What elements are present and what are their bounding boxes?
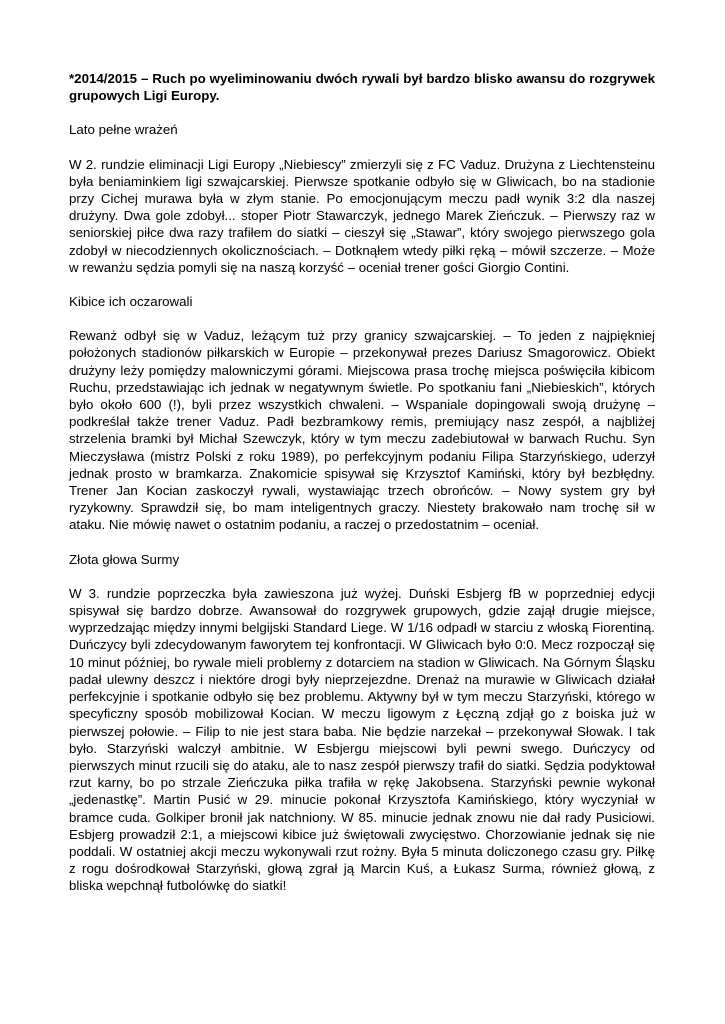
- section-heading: Złota głowa Surmy: [69, 551, 180, 567]
- document-page: [69, 70, 655, 895]
- section-heading: Lato pełne wrażeń: [69, 122, 178, 138]
- section-heading: Kibice ich oczarowali: [69, 294, 193, 310]
- section-paragraph: W 2. rundzie eliminacji Ligi Europy „Niebiescy” zmierzyli się z FC Vaduz. Drużyna z Liechtensteinu była beniaminkiem ligi szwajcarskiej. Pierwsze spotkanie odbyło się w Gliwicach, bo na stadionie przy Cichej murawa była w złym stanie. Po emocjonującym meczu padł wynik 3:2 dla naszej drużyny. Dwa gole zdobył... stoper Piotr Stawarczyk, jednego Marek Zieńczuk. – Pierwszy raz w seniorskiej piłce dwa razy trafiłem do siatki – cieszył się „Stawar”, który swojego pierwszego gola zdobył w niecodziennych okolicznościach. – Dotknąłem wtedy piłki ręką – mówił szczerze. – Może w rewanżu sędzia pomyli się na naszą korzyść – oceniał trener gości Giorgio Contini.: [69, 156, 655, 275]
- section-paragraph: W 3. rundzie poprzeczka była zawieszona już wyżej. Duński Esbjerg fB w poprzedniej edycji spisywał się bardzo dobrze. Awansował do rozgrywek grupowych, gdzie zajął drugie miejsce, wyprzedzając między innymi belgijski Standard Liege. W 1/16 odpadł w starciu z włoską Fiorentiną. Duńczycy byli zdecydowanym faworytem tej konfrontacji. W Gliwicach było 0:0. Mecz rozpoczął się 10 minut później, bo rywale mieli problemy z dotarciem na stadion w Gliwicach. Na Górnym Śląsku padał ulewny deszcz i niektóre drogi były nieprzejezdne. Drenaż na murawie w Gliwicach działał perfekcyjnie i spotkanie odbyło się bez problemu. Aktywny był w tym meczu Starzyński, którego w specyficzny sposób mobilizował Kocian. W meczu ligowym z Łęczną zdjął go z boiska już w pierwszej połowie. – Filip to nie jest stara baba. Nie będzie narzekał – przekonywał Słowak. I tak było. Starzyński walczył ambitnie. W Esbjergu miejscowi byli pewni swego. Duńczycy od pierwszych minut rzucili się do ataku, ale to nasz zespół pierwszy trafił do siatki. Sędzia podyktował rzut karny, bo po strzale Zieńczuka piłka trafiła w rękę Jakobsena. Starzyński pewnie wykonał „jedenastkę”. Martin Pusić w 29. minucie pokonał Krzysztofa Kamińskiego, który wyczyniał w bramce cuda. Golkiper bronił jak natchniony. W 85. minucie jednak znowu nie dał rady Pusiciowi. Esbjerg prowadził 2:1, a miejscowi kibice już świętowali zwycięstwo. Chorzowianie jednak się nie poddali. W ostatniej akcji meczu wykonywali rzut rożny. Była 5 minuta doliczonego czasu gry. Piłkę z rogu dośrodkował Starzyński, głową zgrał ją Marcin Kuś, a Łukasz Surma, również głową, z bliska wepchnął futbolówkę do siatki!: [69, 585, 655, 894]
- article-title: *2014/2015 – Ruch po wyeliminowaniu dwóch rywali był bardzo blisko awansu do rozgrywek grupowych Ligi Europy.: [69, 71, 655, 104]
- section-surma: [69, 551, 655, 895]
- section-paragraph: Rewanż odbył się w Vaduz, leżącym tuż przy granicy szwajcarskiej. – To jeden z najpiękniej położonych stadionów piłkarskich w Europie – przekonywał prezes Dariusz Smagorowicz. Obiekt drużyny leży pomiędzy malowniczymi górami. Miejscowa prasa trochę miejsca poświęciła kibicom Ruchu, przedstawiając ich jednak w negatywnym świetle. Po spotkaniu fani „Niebieskich”, których było około 600 (!), byli przez wszystkich chwaleni. – Wspaniale dopingowali swoją drużynę – podkreślał także trener Vaduz. Padł bezbramkowy remis, premiujący nasz zespół, a najbliżej strzelenia bramki był Michał Szewczyk, który w tym meczu zadebiutował w barwach Ruchu. Syn Mieczysława (mistrz Polski z roku 1989), po perfekcyjnym podaniu Filipa Starzyńskiego, uderzył jednak prosto w bramkarza. Znakomicie spisywał się Krzysztof Kamiński, który był bezbłędny. Trener Jan Kocian zaskoczył rywali, wystawiając trzech obrońców. – Nowy system gry był ryzykowny. Sprawdził się, bo mam inteligentnych graczy. Niestety brakowało nam trochę sił w ataku. Nie mówię nawet o ostatnim podaniu, a raczej o przedostatnim – oceniał.: [69, 328, 655, 533]
- section-kibice: [69, 293, 655, 534]
- section-lato: [69, 121, 655, 276]
